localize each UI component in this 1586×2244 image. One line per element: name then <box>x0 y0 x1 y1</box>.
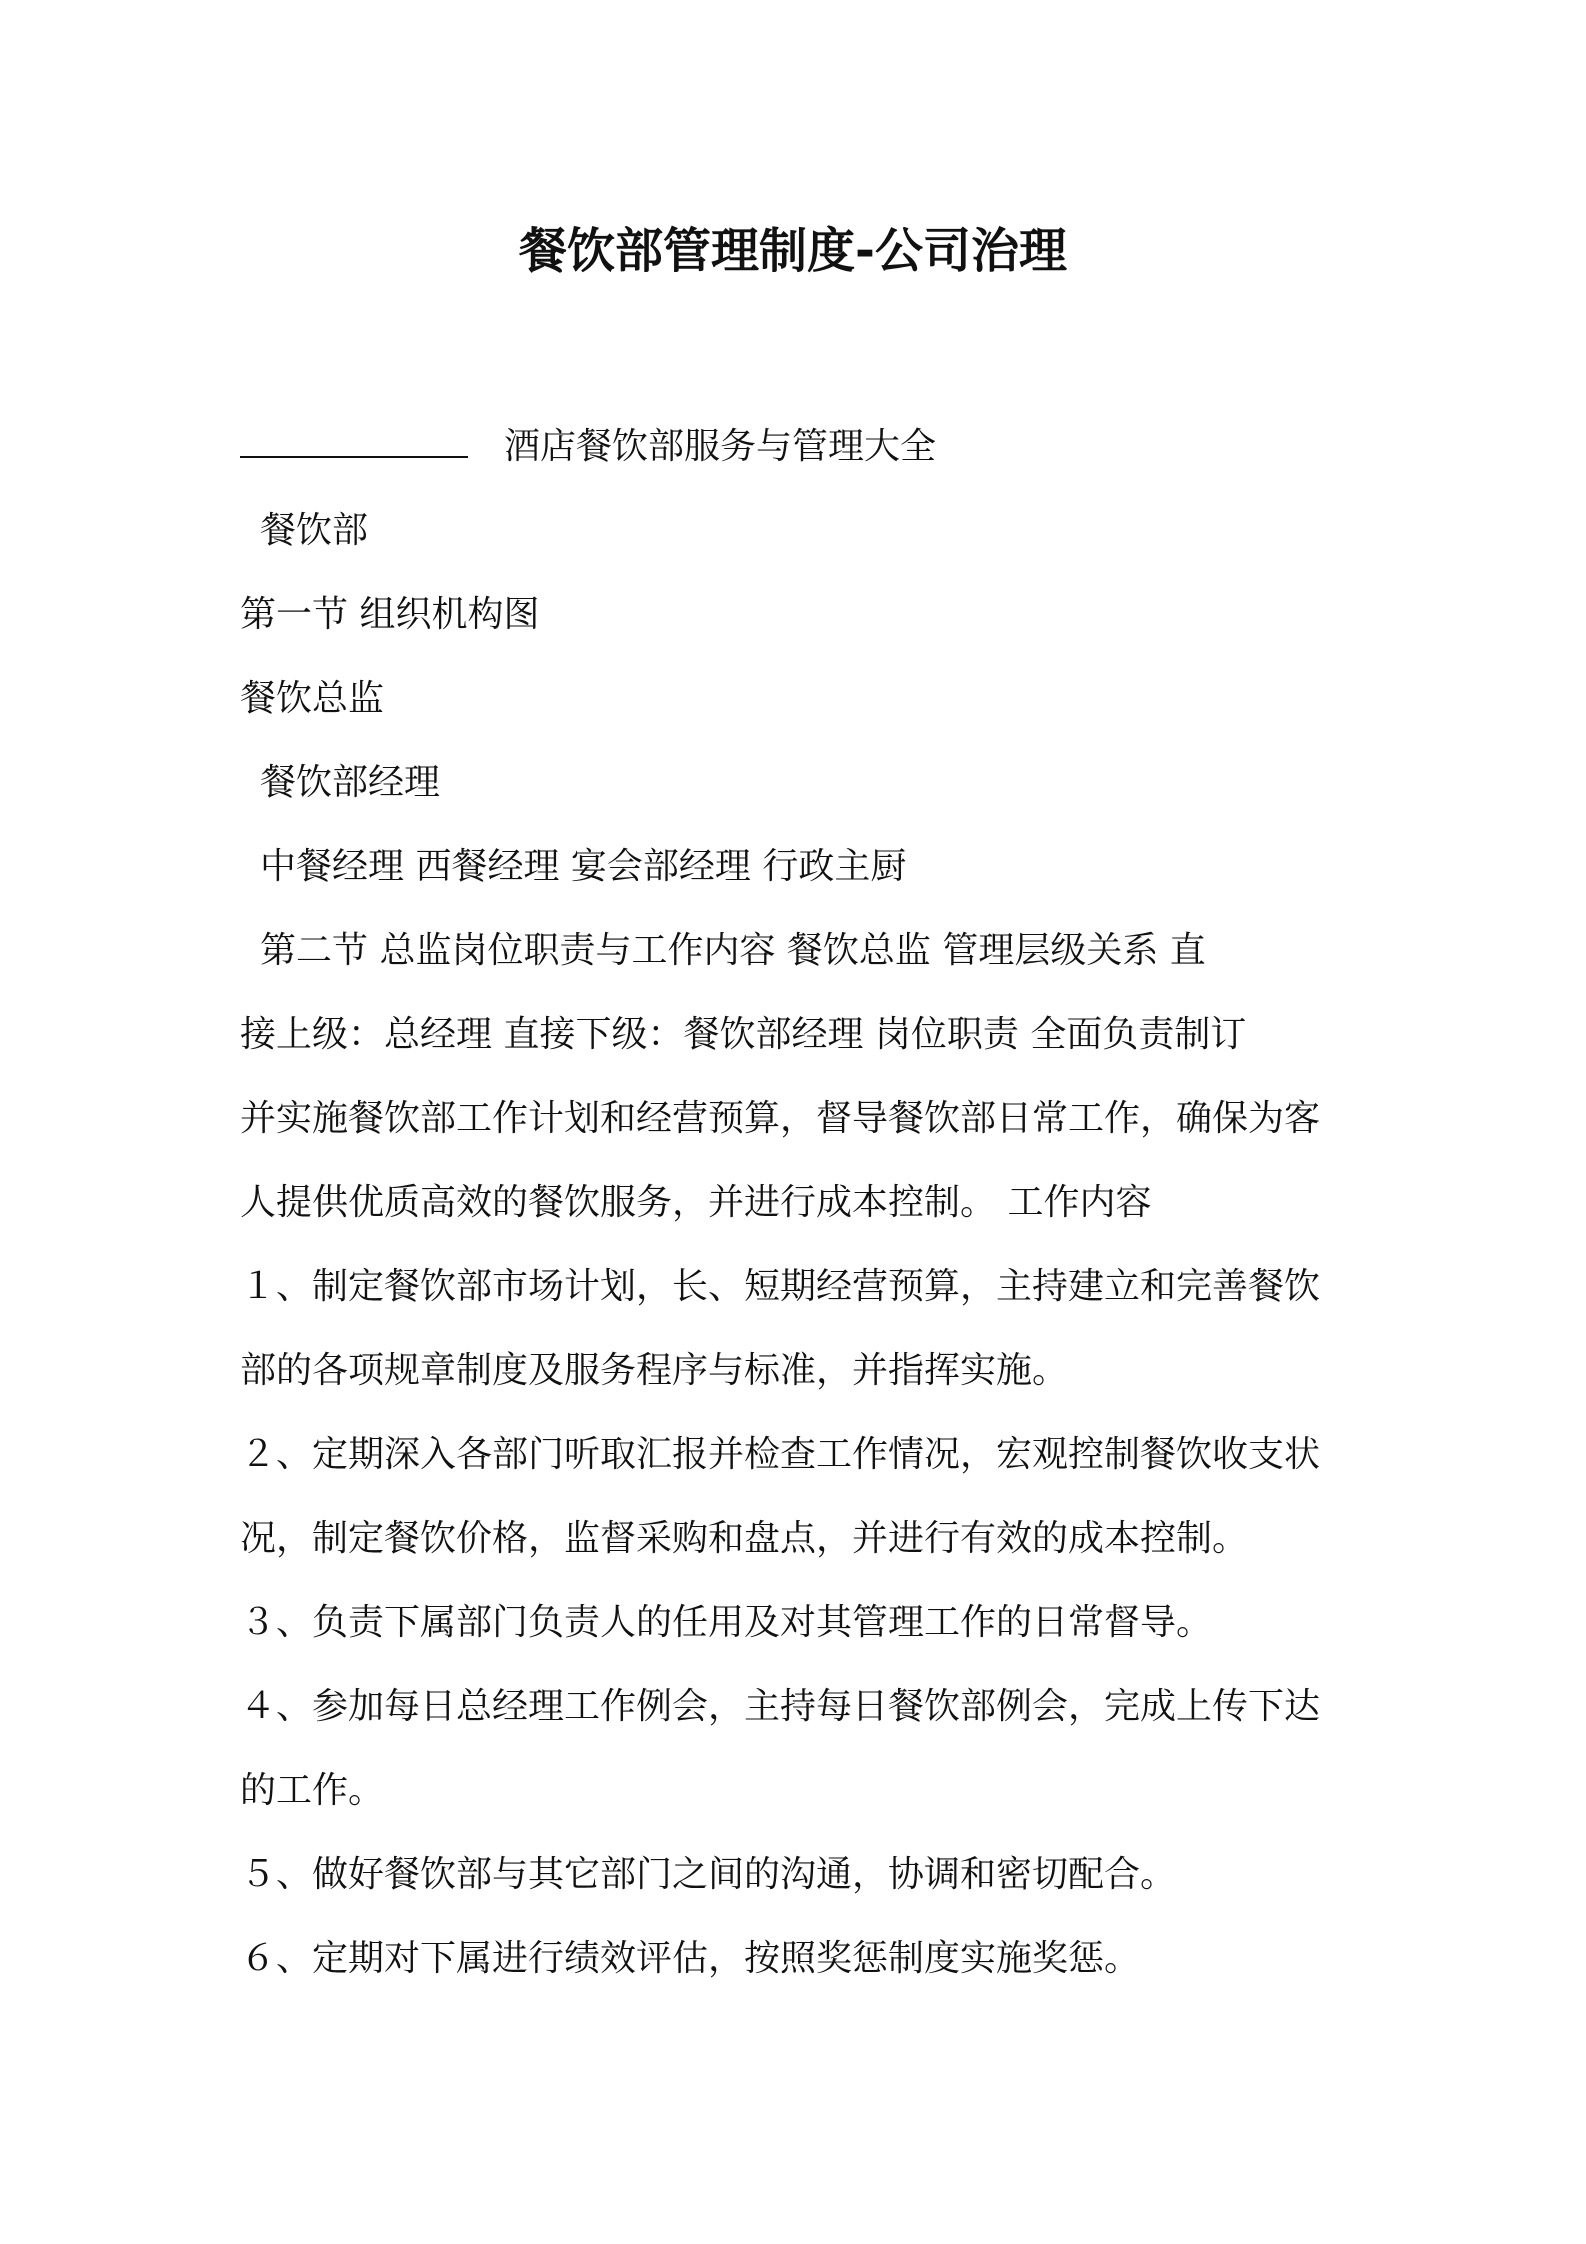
item-1-line-2: 部的各项规章制度及服务程序与标准，并指挥实施。 <box>240 1350 1069 1391</box>
item-5-line-1: ５、做好餐饮部与其它部门之间的沟通，协调和密切配合。 <box>240 1854 1177 1895</box>
item-1-line-1: １、制定餐饮部市场计划，长、短期经营预算，主持建立和完善餐饮 <box>240 1266 1321 1307</box>
document-title: 餐饮部管理制度-公司治理 <box>519 223 1067 279</box>
item-4-line-2: 的工作。 <box>240 1770 385 1811</box>
dept-heading: 餐饮部 <box>260 510 369 551</box>
org-subordinates: 中餐经理 西餐经理 宴会部经理 行政主厨 <box>260 846 907 887</box>
section1-heading: 第一节 组织机构图 <box>240 594 540 635</box>
org-manager: 餐饮部经理 <box>260 762 441 803</box>
subtitle-text: 酒店餐饮部服务与管理大全 <box>504 426 937 467</box>
document-body <box>240 405 1360 2001</box>
item-3-line-1: ３、负责下属部门负责人的任用及对其管理工作的日常督导。 <box>240 1602 1213 1643</box>
org-director: 餐饮总监 <box>240 678 385 719</box>
section2-line-1: 第二节 总监岗位职责与工作内容 餐饮总监 管理层级关系 直 <box>260 930 1206 971</box>
item-2-line-1: ２、定期深入各部门听取汇报并检查工作情况，宏观控制餐饮收支状 <box>240 1434 1321 1475</box>
blank-underline <box>240 426 468 458</box>
section2-line-4: 人提供优质高效的餐饮服务，并进行成本控制。 工作内容 <box>240 1182 1152 1223</box>
subtitle-line <box>240 405 1360 489</box>
item-2-line-2: 况，制定餐饮价格，监督采购和盘点，并进行有效的成本控制。 <box>240 1518 1249 1559</box>
item-4-line-1: ４、参加每日总经理工作例会，主持每日餐饮部例会，完成上传下达 <box>240 1686 1321 1727</box>
item-6-line-1: ６、定期对下属进行绩效评估，按照奖惩制度实施奖惩。 <box>240 1938 1141 1979</box>
section2-line-3: 并实施餐饮部工作计划和经营预算，督导餐饮部日常工作，确保为客 <box>240 1098 1321 1139</box>
section2-line-2: 接上级：总经理 直接下级：餐饮部经理 岗位职责 全面负责制订 <box>240 1014 1247 1055</box>
